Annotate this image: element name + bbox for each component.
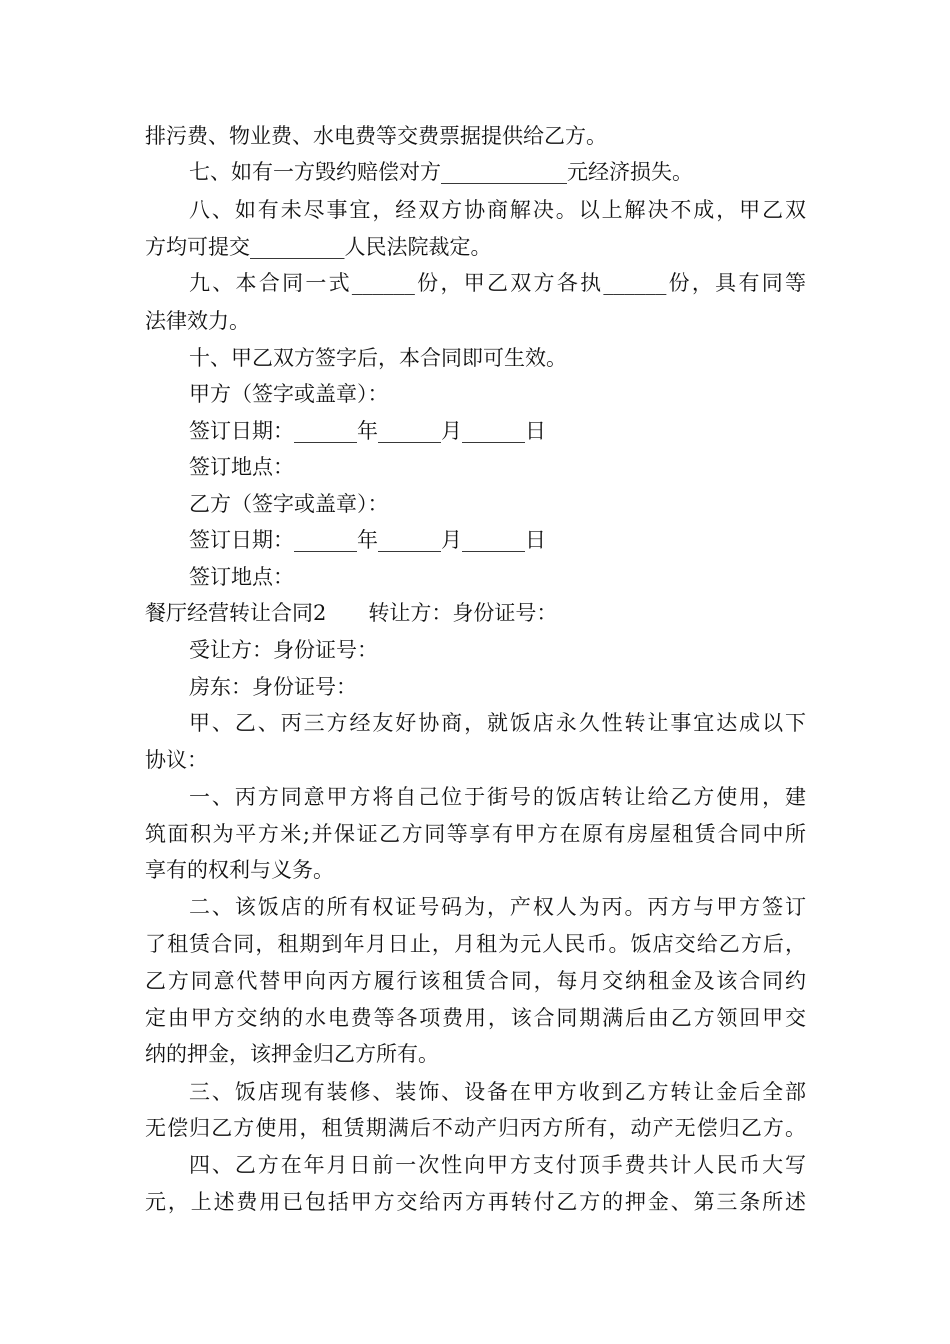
clause-3: 三、饭店现有装修、装饰、设备在甲方收到乙方转让金后全部 bbox=[189, 1080, 806, 1104]
text-line: 筑面积为平方米;并保证乙方同等享有甲方在原有房屋租赁合同中所 bbox=[145, 822, 806, 846]
clause-7: 七、如有一方毁约赔偿对方____________元经济损失。 bbox=[189, 160, 693, 184]
text-line: 元，上述费用已包括甲方交给丙方再转付乙方的押金、第三条所述 bbox=[145, 1190, 806, 1214]
clause-2: 二、该饭店的所有权证号码为，产权人为丙。丙方与甲方签订 bbox=[189, 895, 806, 919]
party-b-sign-date: 签订日期：______年______月______日 bbox=[189, 528, 546, 552]
text-line: 协议： bbox=[145, 748, 208, 772]
party-a-sign-place: 签订地点： bbox=[189, 455, 294, 479]
text-line: 了租赁合同，租期到年月日止，月租为元人民币。饭店交给乙方后， bbox=[145, 932, 806, 956]
landlord-line: 房东：身份证号： bbox=[189, 675, 357, 699]
clause-10: 十、甲乙双方签字后，本合同即可生效。 bbox=[189, 346, 567, 370]
party-b-sign-place: 签订地点： bbox=[189, 565, 294, 589]
party-a-sign-date: 签订日期：______年______月______日 bbox=[189, 419, 546, 443]
transferee-line: 受让方：身份证号： bbox=[189, 638, 378, 662]
text-line: 乙方同意代替甲向丙方履行该租赁合同，每月交纳租金及该合同约 bbox=[145, 969, 806, 993]
text-line: 方均可提交_________人民法院裁定。 bbox=[145, 235, 492, 259]
text-line: 享有的权利与义务。 bbox=[145, 858, 334, 882]
clause-1: 一、丙方同意甲方将自己位于街号的饭店转让给乙方使用，建 bbox=[189, 785, 806, 809]
text-line: 定由甲方交纳的水电费等各项费用，该合同期满后由乙方领回甲交 bbox=[145, 1006, 806, 1030]
preamble: 甲、乙、丙三方经友好协商，就饭店永久性转让事宜达成以下 bbox=[189, 711, 806, 735]
contract-2-title: 餐厅经营转让合同2 转让方：身份证号： bbox=[145, 601, 558, 625]
text-line: 纳的押金，该押金归乙方所有。 bbox=[145, 1042, 439, 1066]
clause-8: 八、如有未尽事宜，经双方协商解决。以上解决不成，甲乙双 bbox=[189, 198, 806, 222]
party-b-signature: 乙方（签字或盖章）： bbox=[189, 492, 389, 516]
text-line: 排污费、物业费、水电费等交费票据提供给乙方。 bbox=[145, 124, 607, 148]
clause-4: 四、乙方在年月日前一次性向甲方支付顶手费共计人民币大写 bbox=[189, 1153, 806, 1177]
text-line: 无偿归乙方使用，租赁期满后不动产归丙方所有，动产无偿归乙方。 bbox=[145, 1116, 806, 1140]
party-a-signature: 甲方（签字或盖章）： bbox=[189, 382, 389, 406]
text-line: 法律效力。 bbox=[145, 309, 250, 333]
clause-9: 九、本合同一式______份，甲乙双方各执______份，具有同等 bbox=[189, 271, 806, 295]
